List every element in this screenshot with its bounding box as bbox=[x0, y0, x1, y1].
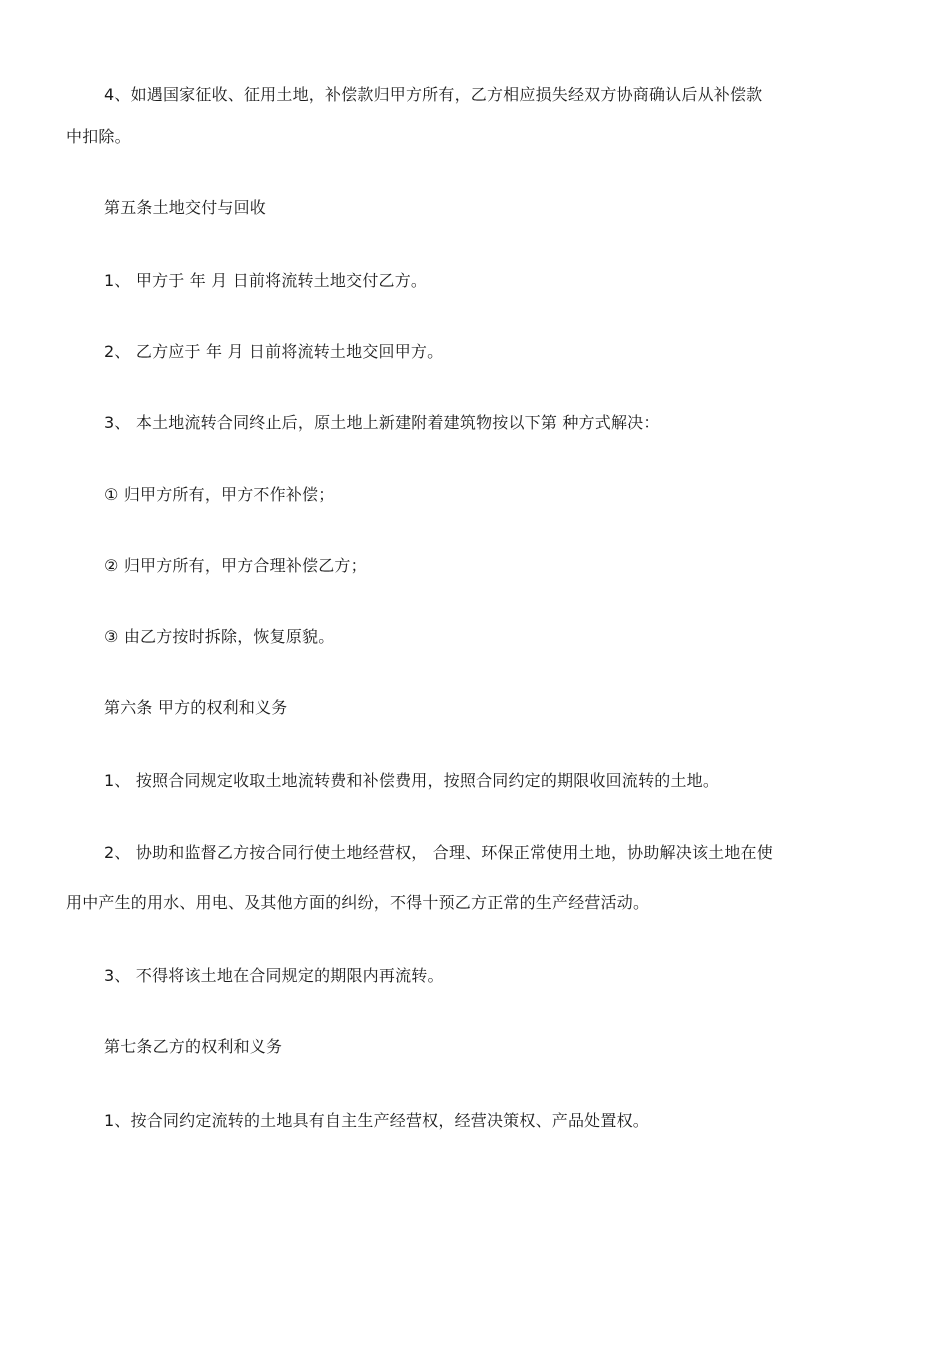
clause-4-expropriation-line1: 4、如遇国家征收、征用土地，补偿款归甲方所有，乙方相应损失经双方协商确认后从补偿款 bbox=[104, 85, 763, 104]
article-6-item-1: 1、 按照合同规定收取土地流转费和补偿费用，按照合同约定的期限收回流转的土地。 bbox=[104, 771, 720, 790]
option-2: ② 归甲方所有，甲方合理补偿乙方； bbox=[104, 556, 367, 575]
article-5-heading: 第五条土地交付与回收 bbox=[104, 198, 267, 217]
article-7-item-1: 1、按合同约定流转的土地具有自主生产经营权，经营决策权、产品处置权。 bbox=[104, 1111, 649, 1130]
article-6-heading: 第六条 甲方的权利和义务 bbox=[104, 698, 288, 717]
article-5-item-2: 2、 乙方应于 年 月 日前将流转土地交回甲方。 bbox=[104, 342, 444, 361]
article-7-heading: 第七条乙方的权利和义务 bbox=[104, 1037, 283, 1056]
article-5-item-3: 3、 本土地流转合同终止后，原土地上新建附着建筑物按以下第 种方式解决： bbox=[104, 413, 660, 432]
clause-4-expropriation-line2: 中扣除。 bbox=[66, 127, 131, 146]
article-5-item-1: 1、 甲方于 年 月 日前将流转土地交付乙方。 bbox=[104, 271, 428, 290]
article-6-item-3: 3、 不得将该土地在合同规定的期限内再流转。 bbox=[104, 966, 444, 985]
article-6-item-2-line2: 用中产生的用水、用电、及其他方面的纠纷，不得十预乙方正常的生产经营活动。 bbox=[66, 893, 650, 912]
article-6-item-2-line1: 2、 协助和监督乙方按合同行使土地经营权， 合理、环保正常使用土地，协助解决该土地在使 bbox=[104, 843, 773, 862]
option-1: ① 归甲方所有，甲方不作补偿； bbox=[104, 485, 335, 504]
option-3: ③ 由乙方按时拆除，恢复原貌。 bbox=[104, 627, 335, 646]
